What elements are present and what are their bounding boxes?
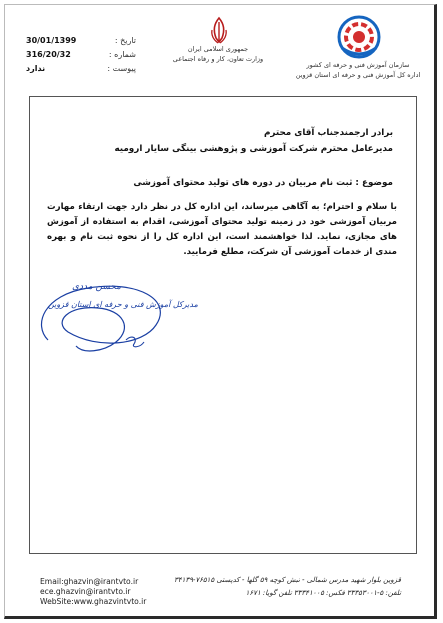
website-link[interactable]: WebSite:www.ghazvintvto.ir (40, 597, 147, 606)
email-primary[interactable]: Email:ghazvin@irantvto.ir (40, 577, 139, 586)
letter-meta (26, 34, 136, 76)
date-label: : تاریخ (114, 36, 136, 45)
signatory-name: محسن مددی (72, 282, 121, 292)
org-line2: اداره کل آموزش فنی و حرفه ای استان قزوین (295, 71, 421, 79)
number-label: : شماره (108, 50, 136, 59)
number-value: 316/20/32 (26, 50, 71, 59)
letter-subject: موضوع : ثبت نام مربیان در دوره های تولید محتوای آموزشی (133, 178, 393, 188)
gov-line2: وزارت تعاون، کار و رفاه اجتماعی (172, 55, 264, 63)
org-line1: سازمان آموزش فنی و حرفه ای کشور (306, 61, 410, 69)
attachment-label: : پیوست (107, 64, 136, 73)
email-secondary[interactable]: ece.ghazvin@irantvto.ir (40, 587, 131, 596)
organization-title (292, 60, 424, 80)
date-value: 30/01/1399 (26, 36, 77, 45)
tvto-logo-icon (336, 14, 382, 60)
government-title (168, 44, 268, 64)
gov-line1: جمهوری اسلامی ایران (187, 45, 249, 53)
signatory-title: مدیرکل آموزش فنی و حرفه ای استان قزوین (48, 300, 198, 309)
contact-info (40, 577, 146, 607)
iran-emblem-icon (208, 16, 230, 46)
letter-body: با سلام و احترام؛ به آگاهی میرساند، این اداره کل در نظر دارد جهت ارتقاء مهارت مربیان آموزشی خود در زمینه تولید محتوای آموزشی، اقدام به استفاده از آموزش های مجازی، نماید. لذا خواهشمند است، این اداره کل را از نحوه ثبت نام و بهره مندی از خدمات آموزشی آن شرکت، مطلع فرمایید. (47, 202, 397, 257)
phone-line: تلفن: ۵-۳۳۳۵۳۰۰۱ فکس: ۳۳۳۴۱۰۰۵ تلفن گویا: ۱۶۷۱ (245, 589, 401, 597)
attachment-value: ندارد (26, 64, 46, 73)
recipient-line1: برادر ارجمندجناب آقای محترم (263, 128, 393, 138)
recipient-line2: مدیرعامل محترم شرکت آموزشی و پژوهشی بینگی سایار ارومیه (114, 144, 393, 154)
address-line: قزوین بلوار شهید مدرس شمالی - نبش کوچه ۵۹ گلها - کدپستی ۷۶۵۱۵-۳۴۱۳۹ (174, 576, 401, 584)
postal-address (161, 574, 401, 600)
